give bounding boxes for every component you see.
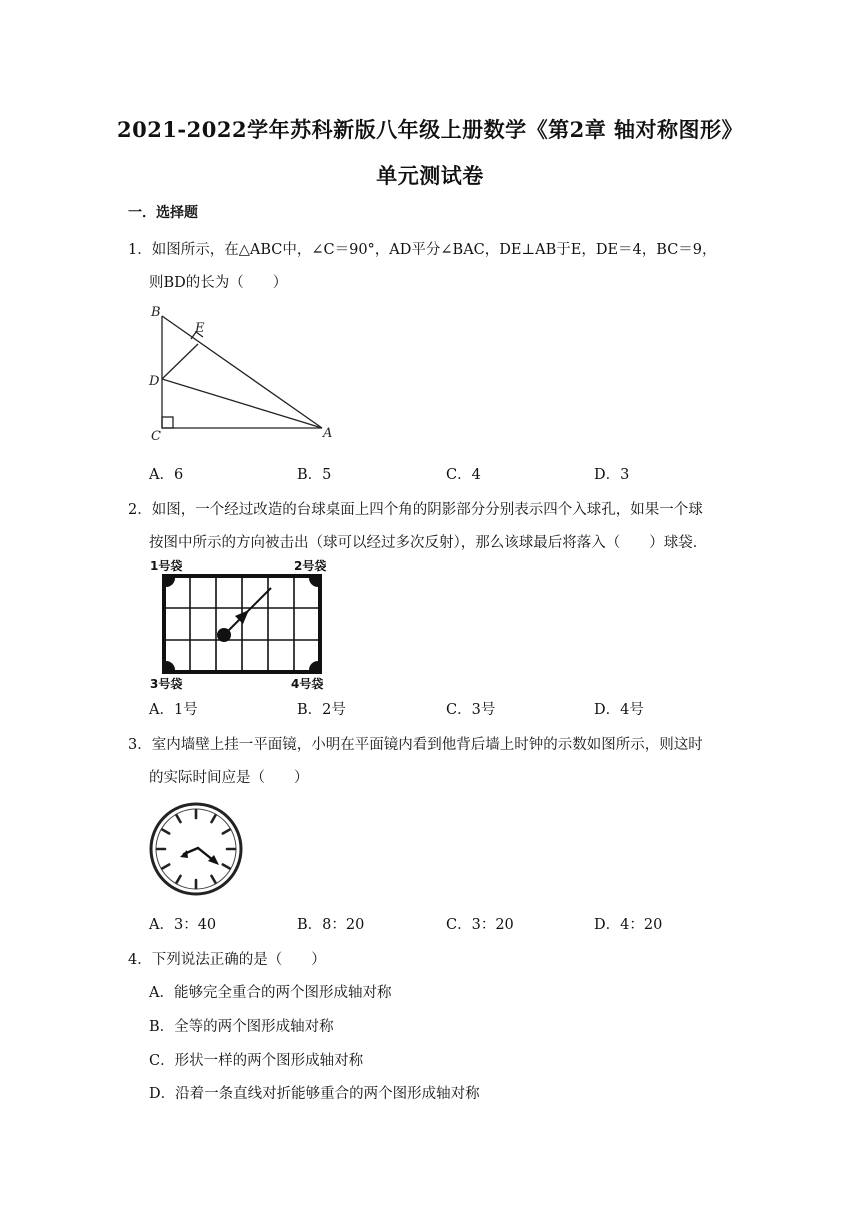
q4-stem: 4．下列说法正确的是（ ） <box>128 952 326 968</box>
q1-stem-line1: 1．如图所示，在△ABC中，∠C＝90°，AD平分∠BAC，DE⊥AB于E，DE＝4，BC＝9， <box>128 242 717 258</box>
q4-option-d[interactable]: D．沿着一条直线对折能够重合的两个图形成轴对称 <box>149 1086 480 1102</box>
q2-pocket-label-2: 2号袋 <box>294 559 327 573</box>
q1-segment-ad <box>162 379 322 428</box>
q3-stem-line1: 3．室内墙壁上挂一平面镜，小明在平面镜内看到他背后墙上时钟的示数如图所示，则这时 <box>128 737 703 753</box>
q3-option-a[interactable]: A．3：40 <box>149 917 217 933</box>
q1-option-b[interactable]: B．5 <box>297 467 332 483</box>
section-heading: 一．选择题 <box>128 205 198 221</box>
q3-minute-hand <box>198 848 213 860</box>
q2-pocket-label-1: 1号袋 <box>150 559 183 573</box>
q1-triangle-figure <box>144 300 340 446</box>
q1-option-a[interactable]: A．6 <box>149 467 184 483</box>
q4-option-b[interactable]: B．全等的两个图形成轴对称 <box>149 1019 334 1035</box>
q3-option-d[interactable]: D．4：20 <box>594 917 663 933</box>
q1-label-b: B <box>151 305 161 320</box>
q2-pocket-3 <box>166 661 175 670</box>
q2-table-grid <box>164 576 320 672</box>
page-title: 2021-2022学年苏科新版八年级上册数学《第2章 轴对称图形》 <box>116 117 744 142</box>
q2-pocket-4 <box>309 661 318 670</box>
q1-side-ab <box>162 316 322 428</box>
q2-option-d[interactable]: D．4号 <box>594 702 644 718</box>
q1-option-c[interactable]: C．4 <box>446 467 481 483</box>
q1-stem-line2: 则BD的长为（ ） <box>149 275 288 291</box>
q1-right-angle-c <box>162 417 173 428</box>
q1-label-c: C <box>151 429 161 444</box>
q2-pocket-label-4: 4号袋 <box>291 677 324 691</box>
q3-option-c[interactable]: C．3：20 <box>446 917 514 933</box>
q2-option-a[interactable]: A．1号 <box>149 702 198 718</box>
q4-option-a[interactable]: A．能够完全重合的两个图形成轴对称 <box>149 985 392 1001</box>
q2-pocket-2 <box>309 578 318 587</box>
q2-stem-line2: 按图中所示的方向被击出（球可以经过多次反射），那么该球最后将落入（ ）球袋． <box>149 535 708 551</box>
q2-option-b[interactable]: B．2号 <box>297 702 346 718</box>
q1-option-d[interactable]: D．3 <box>594 467 630 483</box>
q4-option-c[interactable]: C．形状一样的两个图形成轴对称 <box>149 1053 364 1069</box>
q1-label-e: E <box>195 321 205 336</box>
q3-option-b[interactable]: B．8：20 <box>297 917 365 933</box>
page-subtitle: 单元测试卷 <box>376 163 484 188</box>
q2-pocket-label-3: 3号袋 <box>150 677 183 691</box>
q1-segment-de <box>162 344 198 379</box>
q1-label-a: A <box>323 426 333 441</box>
q2-ball <box>217 628 231 642</box>
q2-option-c[interactable]: C．3号 <box>446 702 496 718</box>
q2-billiard-table-figure <box>146 555 346 693</box>
q3-clock-figure <box>146 800 246 898</box>
q2-pocket-1 <box>166 578 175 587</box>
q3-stem-line2: 的实际时间应是（ ） <box>149 770 309 786</box>
q2-stem-line1: 2．如图，一个经过改造的台球桌面上四个角的阴影部分分别表示四个入球孔，如果一个球 <box>128 502 703 518</box>
q1-label-d: D <box>149 374 160 389</box>
q3-hour-hand-tip <box>180 850 188 858</box>
